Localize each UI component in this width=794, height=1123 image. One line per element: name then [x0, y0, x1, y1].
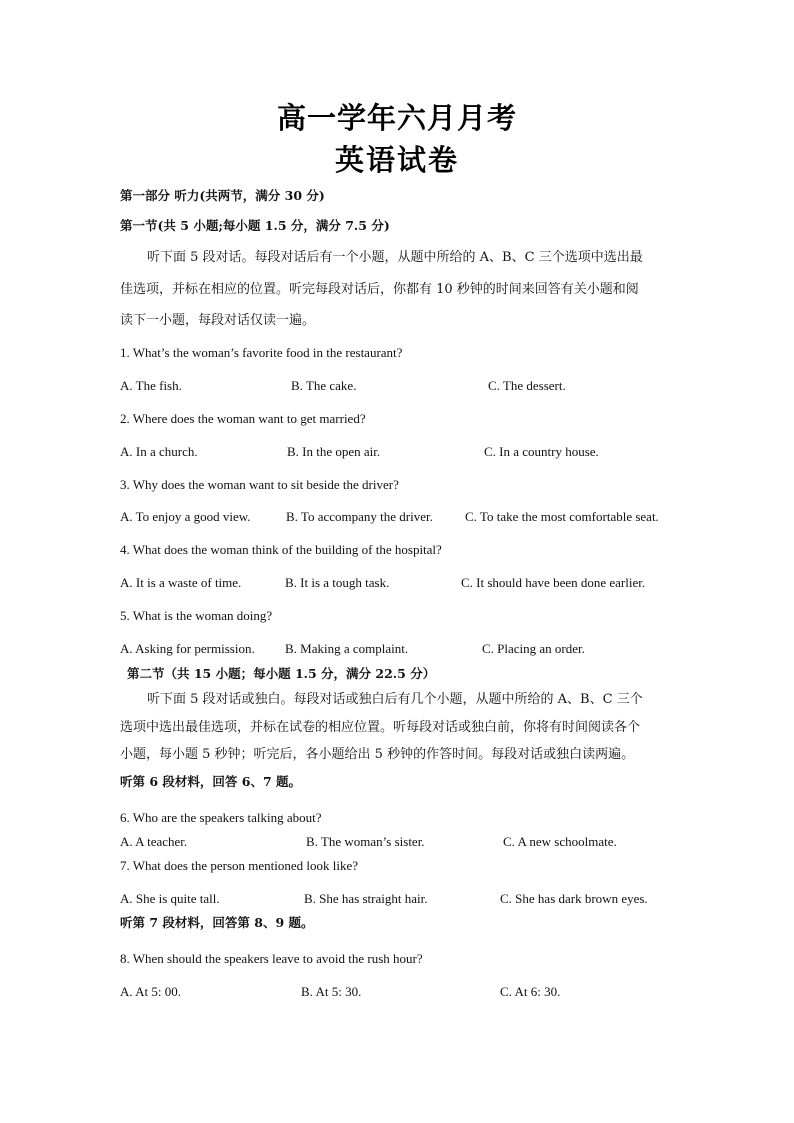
option-a: A. To enjoy a good view. — [120, 509, 251, 524]
option-a: A. It is a waste of time. — [120, 575, 242, 590]
option-b: B. She has straight hair. — [304, 891, 428, 906]
exam-title: 高一学年六月月考 — [276, 101, 517, 135]
question-stem: 8. When should the speakers leave to avoid the rush hour? — [120, 951, 423, 966]
option-a: A. A teacher. — [120, 834, 188, 849]
section1-instruction-line: 佳选项，并标在相应的位置。听完每段对话后，你都有 10 秒钟的时间来回答有关小题和阅 — [120, 282, 639, 297]
option-c: C. To take the most comfortable seat. — [465, 509, 659, 524]
exam-subtitle: 英语试卷 — [334, 143, 459, 177]
option-a: A. She is quite tall. — [120, 891, 220, 906]
question-stem: 3. Why does the woman want to sit beside the driver? — [120, 477, 399, 492]
option-c: C. It should have been done earlier. — [461, 575, 646, 590]
option-c: C. A new schoolmate. — [503, 834, 617, 849]
section2-instruction-line: 选项中选出最佳选项，并标在试卷的相应位置。听每段对话或独白前，你将有时间阅读各个 — [120, 720, 641, 735]
material-7-heading: 听第 7 段材料，回答第 8、9 题。 — [120, 915, 314, 930]
option-b: B. At 5: 30. — [301, 984, 362, 999]
question-stem: 1. What’s the woman’s favorite food in the restaurant? — [120, 345, 403, 360]
option-a: A. Asking for permission. — [120, 641, 255, 656]
section2-heading: 第二节（共 15 小题；每小题 1.5 分，满分 22.5 分） — [127, 666, 436, 681]
option-a: A. In a church. — [120, 444, 198, 459]
option-b: B. It is a tough task. — [285, 575, 390, 590]
question-stem: 5. What is the woman doing? — [120, 608, 273, 623]
option-c: C. At 6: 30. — [500, 984, 561, 999]
option-b: B. In the open air. — [287, 444, 381, 459]
option-c: C. She has dark brown eyes. — [500, 891, 648, 906]
section2-instruction-line: 听下面 5 段对话或独白。每段对话或独白后有几个小题，从题中所给的 A、B、C 三个 — [147, 692, 643, 707]
question-stem: 6. Who are the speakers talking about? — [120, 810, 322, 825]
section2-instruction-line: 小题，每小题 5 秒钟；听完后，各小题给出 5 秒钟的作答时间。每段对话或独白读两遍。 — [120, 747, 635, 762]
section1-instruction-line: 读下一小题，每段对话仅读一遍。 — [120, 313, 316, 328]
option-a: A. The fish. — [120, 378, 182, 393]
question-stem: 2. Where does the woman want to get married? — [120, 411, 366, 426]
option-c: C. The dessert. — [488, 378, 566, 393]
option-c: C. In a country house. — [484, 444, 599, 459]
option-b: B. To accompany the driver. — [286, 509, 433, 524]
section1-instruction-line: 听下面 5 段对话。每段对话后有一个小题，从题中所给的 A、B、C 三个选项中选出最 — [147, 250, 643, 265]
part1-heading: 第一部分 听力(共两节，满分 30 分) — [120, 188, 325, 203]
question-stem: 4. What does the woman think of the building of the hospital? — [120, 542, 442, 557]
option-c: C. Placing an order. — [482, 641, 585, 656]
option-b: B. The cake. — [291, 378, 357, 393]
question-stem: 7. What does the person mentioned look like? — [120, 858, 359, 873]
option-a: A. At 5: 00. — [120, 984, 182, 999]
section1-heading: 第一节(共 5 小题;每小题 1.5 分，满分 7.5 分) — [120, 218, 390, 233]
option-b: B. Making a complaint. — [285, 641, 409, 656]
option-b: B. The woman’s sister. — [306, 834, 425, 849]
material-6-heading: 听第 6 段材料，回答 6、7 题。 — [120, 774, 302, 789]
